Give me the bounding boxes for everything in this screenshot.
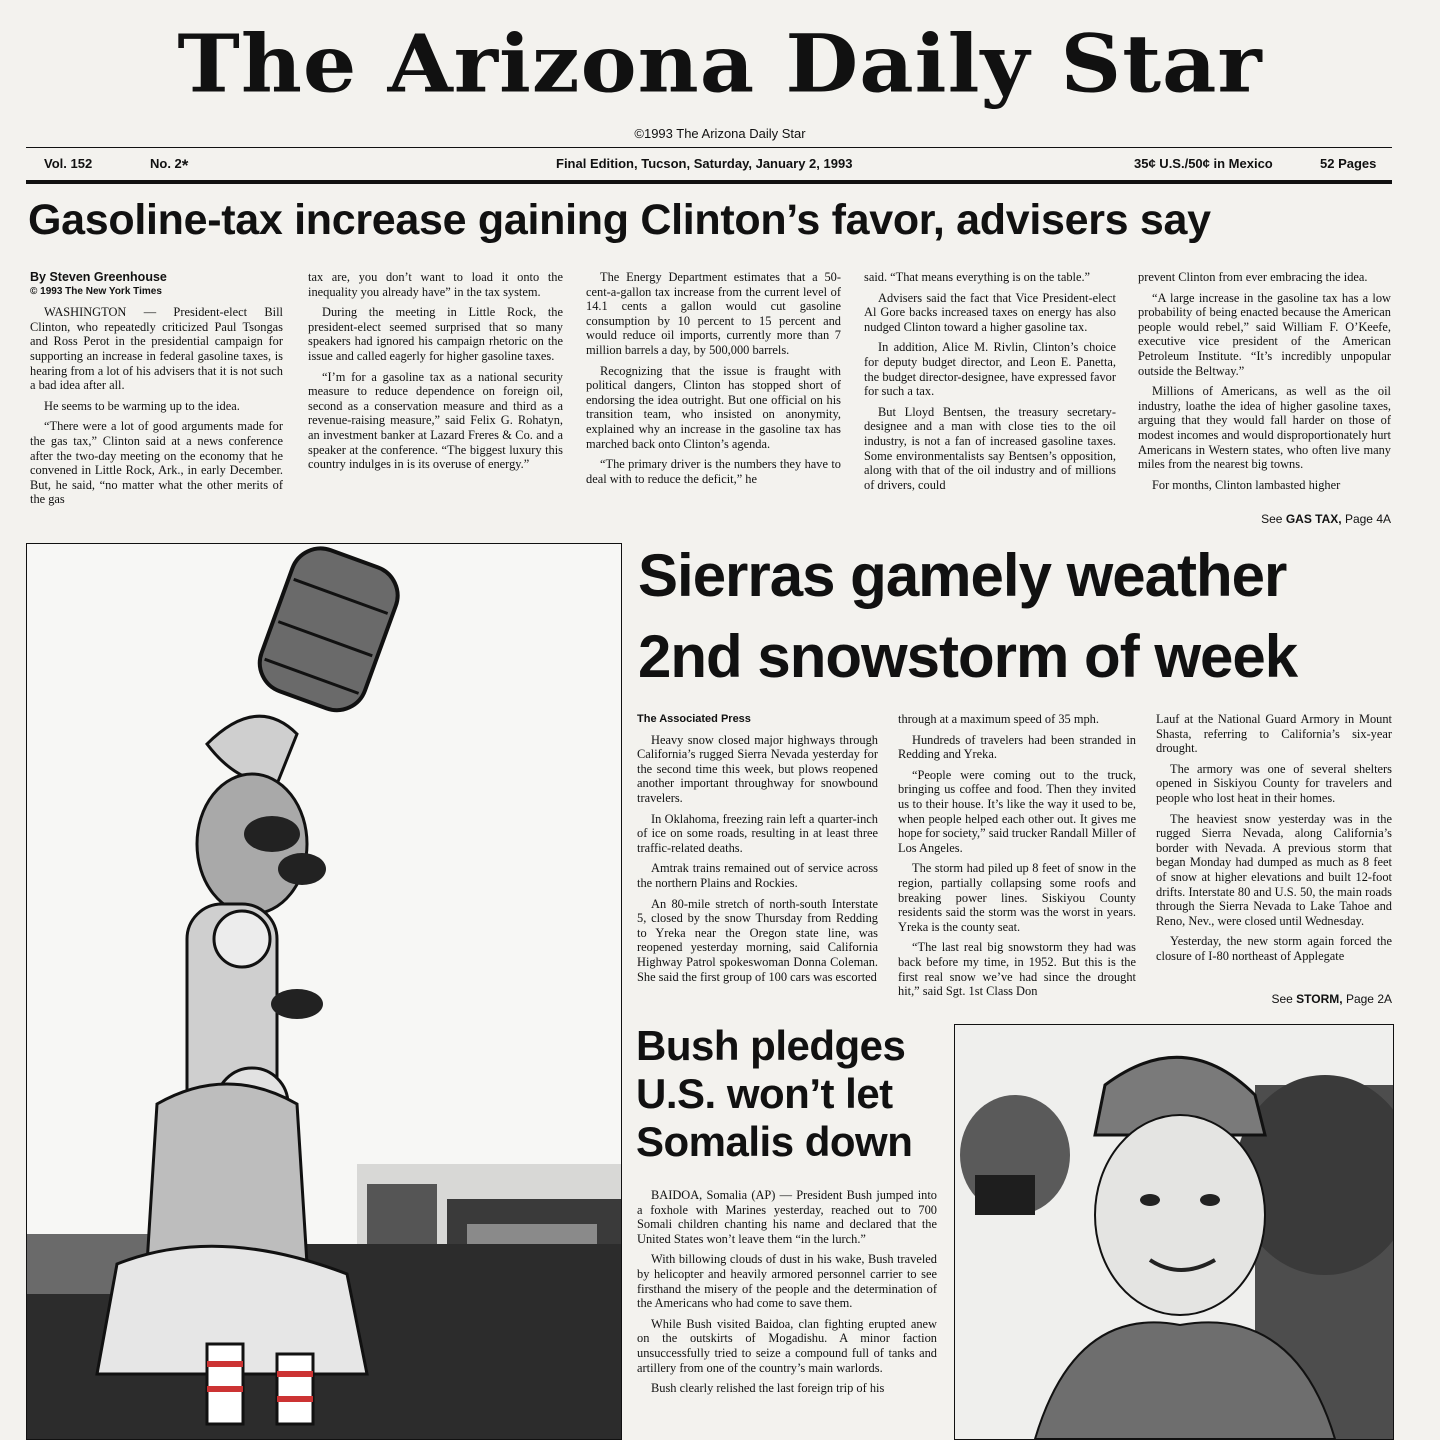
folio-number: [150, 156, 188, 176]
article-paragraph: While Bush visited Baidoa, clan fighting erupted anew on the outskirts of Mogadishu. A minor faction unsuccessfully tried to seize a compound full of tanks and artillery from one of the country’s main warlords.: [637, 1316, 937, 1375]
article-paragraph: In addition, Alice M. Rivlin, Clinton’s choice for deputy budget director, and Leon E. Panetta, the budget director-designee, have expressed favor for such a tax.: [864, 340, 1116, 399]
article-paragraph: “A large increase in the gasoline tax has a low probability of being enacted because the American people would rebel,” said William F. O’Keefe, executive vice president of the American Petroleum Institute. “It’s incredibly unpopular outside the Beltway.”: [1138, 290, 1391, 378]
storm-headline-line-2: 2nd snowstorm of week: [638, 623, 1298, 690]
masthead-title: The Arizona Daily Star: [177, 16, 1263, 111]
bush-headline: [636, 1022, 912, 1166]
storm-column-2: [898, 712, 1136, 1005]
folio-price: 35¢ U.S./50¢ in Mexico: [1134, 156, 1273, 171]
article-paragraph: through at a maximum speed of 35 mph.: [898, 712, 1099, 726]
article-paragraph: The storm had piled up 8 feet of snow in the region, partially collapsing some roofs and breaking power lines. Siskiyou County residents said the storm was the worst in years. Yreka is the county seat.: [898, 861, 1136, 934]
bush-headline-line-3: Somalis down: [636, 1118, 913, 1165]
jump-page: Page 2A: [1345, 992, 1392, 1006]
article-paragraph: Amtrak trains remained out of service across the northern Plains and Rockies.: [637, 861, 878, 890]
gas-tax-headline: Gasoline-tax increase gaining Clinton’s favor, advisers say: [28, 196, 1211, 244]
folio-edition: Final Edition, Tucson, Saturday, January 2, 1993: [556, 156, 853, 171]
jump-page: Page 4A: [1344, 512, 1391, 526]
article-paragraph: Hundreds of travelers had been stranded in Redding and Yreka.: [898, 732, 1136, 762]
gas-tax-column-4: [864, 270, 1116, 498]
storm-column-1: [637, 712, 878, 990]
gas-tax-credit: © 1993 The New York Times: [30, 285, 162, 297]
bush-column: [637, 1188, 937, 1402]
jump-label: STORM,: [1296, 992, 1343, 1006]
parade-float-illustration: [27, 544, 621, 1439]
gas-tax-jump-line[interactable]: [1138, 512, 1391, 526]
gas-tax-column-3: [586, 270, 841, 492]
bush-headline-line-2: U.S. won’t let: [636, 1070, 893, 1117]
article-paragraph: Advisers said the fact that Vice President-elect Al Gore backs increased taxes on energy has also nudged Clinton toward a higher gasoline tax.: [864, 290, 1116, 334]
article-paragraph: Bush clearly relished the last foreign trip of his: [651, 1381, 885, 1396]
article-paragraph: prevent Clinton from ever embracing the idea.: [1138, 270, 1368, 284]
article-paragraph: BAIDOA, Somalia (AP) — President Bush jumped into a foxhole with Marines yesterday, reached out to 700 Somali children chanting his name and declared that the United States won’t leave them “in the lurch.”: [637, 1188, 937, 1246]
bush-headline-line-1: Bush pledges: [636, 1022, 906, 1069]
article-paragraph: In Oklahoma, freezing rain left a quarter-inch of ice on some roads, resulting in at least three traffic-related deaths.: [637, 811, 878, 855]
article-paragraph: The heaviest snow yesterday was in the rugged Sierra Nevada, along California’s border with Nevada. A previous storm that began Monday had dumped as much as 8 feet of snow at higher elevations and built 12-foot drifts. Interstate 80 and U.S. 50, the main roads through the Sierra Nevada to Lake Tahoe and Reno, Nev., were closed until Wednesday.: [1156, 811, 1392, 928]
jump-see: See: [1271, 992, 1293, 1006]
article-paragraph: With billowing clouds of dust in his wake, Bush traveled by helicopter and heavily armored personnel carrier to see firsthand the misery of the people and the determination of the Americans who had come to save them.: [637, 1252, 937, 1311]
article-paragraph: Yesterday, the new storm again forced the closure of I-80 northeast of Applegate: [1156, 934, 1392, 963]
folio-bottom-rule: [26, 180, 1392, 184]
article-paragraph: For months, Clinton lambasted higher: [1152, 477, 1341, 492]
folio-volume: Vol. 152: [44, 156, 93, 171]
article-paragraph: “I’m for a gasoline tax as a national security measure to reduce dependence on foreign oil, second as a conservation measure and third as a revenue-raising measure,” said Felix G. Rohatyn, an investment banker at Lazard Freres & Co. and a speaker at the conference. “The biggest luxury this country indulges in is its overuse of energy.”: [308, 369, 563, 472]
article-paragraph: tax are, you don’t want to load it onto the inequality you already have” in the tax system.: [308, 270, 563, 299]
article-paragraph: The armory was one of several shelters opened in Siskiyou County for travelers and people who lost heat in their homes.: [1156, 761, 1392, 805]
article-paragraph: But Lloyd Bentsen, the treasury secretary-designee and a man with close ties to the oil industry, is not a fan of increased gasoline taxes. Some environmentalists say Bentsen’s opposition, along with that of the oil industry and of millions of drivers, could: [864, 404, 1116, 492]
article-paragraph: The Energy Department estimates that a 50-cent-a-gallon tax increase from the current level of 14.1 cents a gallon would cut gasoline consumption by 10 percent to 15 percent and would reduce oil imports, currently more than 7 million barrels a day, by 500,000 barrels.: [586, 270, 841, 357]
article-paragraph: “People were coming out to the truck, bringing us coffee and food. Then they invited us to their house. It’s like the way it used to be, when people helped each other out. It gives me hope for society,” said trucker Randall Miller of Los Angeles.: [898, 767, 1136, 855]
article-paragraph: “The last real big snowstorm they had was back before my time, in 1952. But this is the first real snow we’ve had since the drought hit,” said Sgt. 1st Class Don: [898, 940, 1136, 999]
article-paragraph: During the meeting in Little Rock, the president-elect seemed surprised that so many speakers had ignored his campaign rhetoric on the issue and called eagerly for higher gasoline taxes.: [308, 305, 563, 363]
storm-headline-line-1: Sierras gamely weather: [638, 542, 1287, 609]
article-paragraph: said. “That means everything is on the table.”: [864, 270, 1091, 284]
gas-tax-byline: By Steven Greenhouse: [30, 270, 167, 284]
folio-number-text: No. 2: [150, 156, 182, 171]
article-paragraph: An 80-mile stretch of north-south Interstate 5, closed by the snow Thursday from Redding to Yreka near the Oregon state line, was reopened yesterday morning, said California Highway Patrol spokeswoman Donna Coleman. She said the first group of 100 cars was escorted: [637, 896, 878, 984]
article-paragraph: “The primary driver is the numbers they have to deal with to reduce the deficit,” he: [586, 457, 841, 486]
bush-photo-illustration: [955, 1025, 1393, 1439]
article-paragraph: Heavy snow closed major highways through California’s rugged Sierra Nevada yesterday for the second time this week, but plows reopened another important throughway for snowbound travelers.: [637, 732, 878, 805]
article-paragraph: Millions of Americans, as well as the oil industry, loathe the idea of higher gasoline taxes, arguing that they would fall harder on those of modest incomes and would disproportionately hurt Americans in Western states, who often live many miles from the nearest big towns.: [1138, 384, 1391, 472]
article-paragraph: WASHINGTON — President-elect Bill Clinton, who repeatedly criticized Paul Tsongas and Ross Perot in the presidential campaign for supporting an increase in federal gasoline taxes, is hearing from a lot of his advisers that it is not such a bad idea after all.: [30, 305, 283, 393]
folio-star: *: [181, 156, 189, 175]
article-paragraph: Lauf at the National Guard Armory in Mount Shasta, referring to California’s six-year drought.: [1156, 712, 1392, 756]
gas-tax-column-2: [308, 270, 563, 478]
gas-tax-column-1: [30, 270, 283, 513]
storm-credit: The Associated Press: [637, 713, 751, 725]
article-paragraph: He seems to be warming up to the idea.: [44, 398, 240, 413]
folio-top-rule: [26, 147, 1392, 148]
article-paragraph: Recognizing that the issue is fraught with political dangers, Clinton has stopped short of endorsing the idea outright. But one official on his transition team, who insisted on anonymity, explained why an increase in the gasoline tax has marched back onto Clinton’s agenda.: [586, 363, 841, 451]
gas-tax-column-5: [1138, 270, 1391, 498]
parade-float-photo: [26, 543, 622, 1440]
jump-label: GAS TAX,: [1285, 512, 1342, 526]
article-paragraph: “There were a lot of good arguments made for the gas tax,” Clinton said at a news conference after the two-day meeting on the economy that he convened in Little Rock, Ark., in early December. But, he said, “no matter what the other merits of the gas: [30, 419, 283, 507]
folio-pages: 52 Pages: [1320, 156, 1377, 171]
jump-see: See: [1261, 512, 1283, 526]
storm-column-3: [1156, 712, 1392, 970]
bush-with-marines-photo: [954, 1024, 1394, 1440]
masthead-copyright: ©1993 The Arizona Daily Star: [634, 126, 806, 141]
storm-jump-line[interactable]: [1156, 992, 1392, 1006]
